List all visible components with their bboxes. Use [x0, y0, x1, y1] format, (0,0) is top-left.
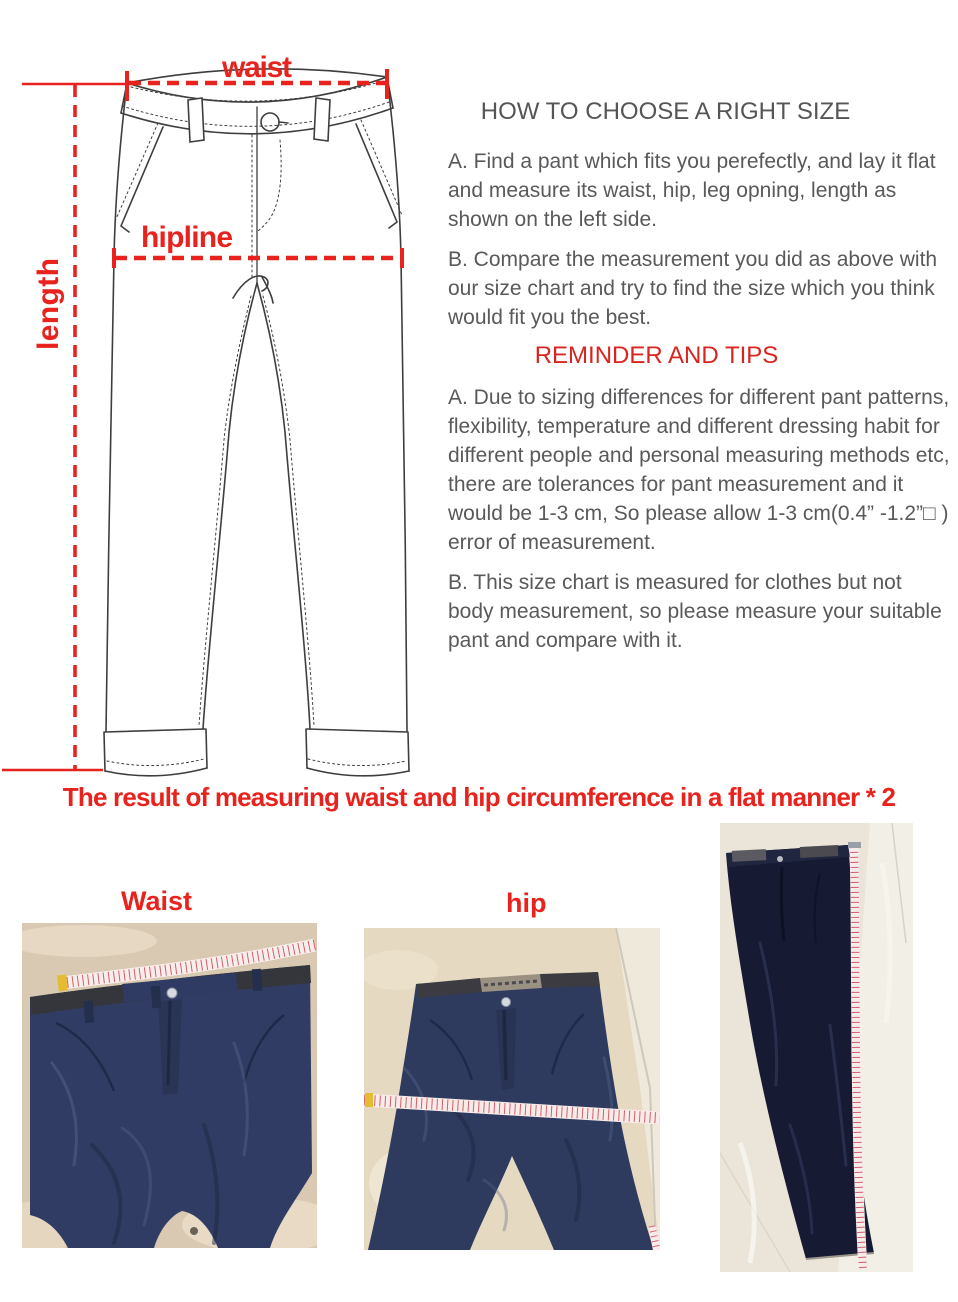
guide-step-b: B. Compare the measurement you did as above with our size chart and try to find the size which you think would fit you the best. [448, 248, 938, 329]
size-guide-text [448, 99, 953, 666]
fly-stitch [257, 140, 281, 232]
cuff-left [104, 729, 207, 776]
tape-end-tab [365, 1093, 373, 1107]
reminder-title: REMINDER AND TIPS [534, 342, 779, 369]
belt-loop-right [314, 98, 330, 141]
measuring-note-banner: The result of measuring waist and hip circumference in a flat manner * 2 [62, 782, 896, 812]
cuff-right [306, 729, 409, 776]
tape-metal-tip [848, 842, 861, 848]
tape-end-tab [57, 975, 68, 992]
pocket-left [121, 127, 163, 232]
belt-loop-left [188, 98, 204, 142]
measurement-lines [2, 69, 402, 770]
pants-outline [104, 69, 409, 776]
guide-step-a: A. Find a pant which fits you perefectly, and lay it flat and measure its waist, hip, leg opning, length as shown on the left side. [448, 150, 936, 231]
pants-button [502, 998, 511, 1007]
length-measurement-photo [720, 823, 913, 1272]
pants-button [167, 988, 177, 998]
diagram-waist-label: waist [222, 51, 292, 84]
button [261, 113, 279, 131]
pebble [190, 1227, 198, 1235]
diagram-hipline-label: hipline [141, 221, 233, 254]
pants-button [777, 856, 783, 862]
waist-photo-label: Waist [121, 886, 193, 916]
waist-measurement-photo [22, 923, 317, 1248]
reminder-b: B. This size chart is measured for clothes but not body measurement, so please measure your suitable pant and compare with it. [448, 571, 942, 652]
hip-photo-label: hip [506, 888, 547, 918]
reminder-a: A. Due to sizing differences for different pant patterns, flexibility, temperature and different dressing habit for different people and personal measuring methods etc, there are tolerances for pant measurement and it would be 1-3 cm, So please allow 1-3 cm(0.4” -1.2”□ ) error of measurement. [448, 386, 950, 554]
pocket-right [356, 124, 397, 228]
pants-measurement-diagram [0, 0, 440, 790]
hip-measurement-photo [364, 928, 660, 1250]
diagram-length-label: length [32, 258, 65, 350]
guide-title: HOW TO CHOOSE A RIGHT SIZE [480, 98, 851, 125]
